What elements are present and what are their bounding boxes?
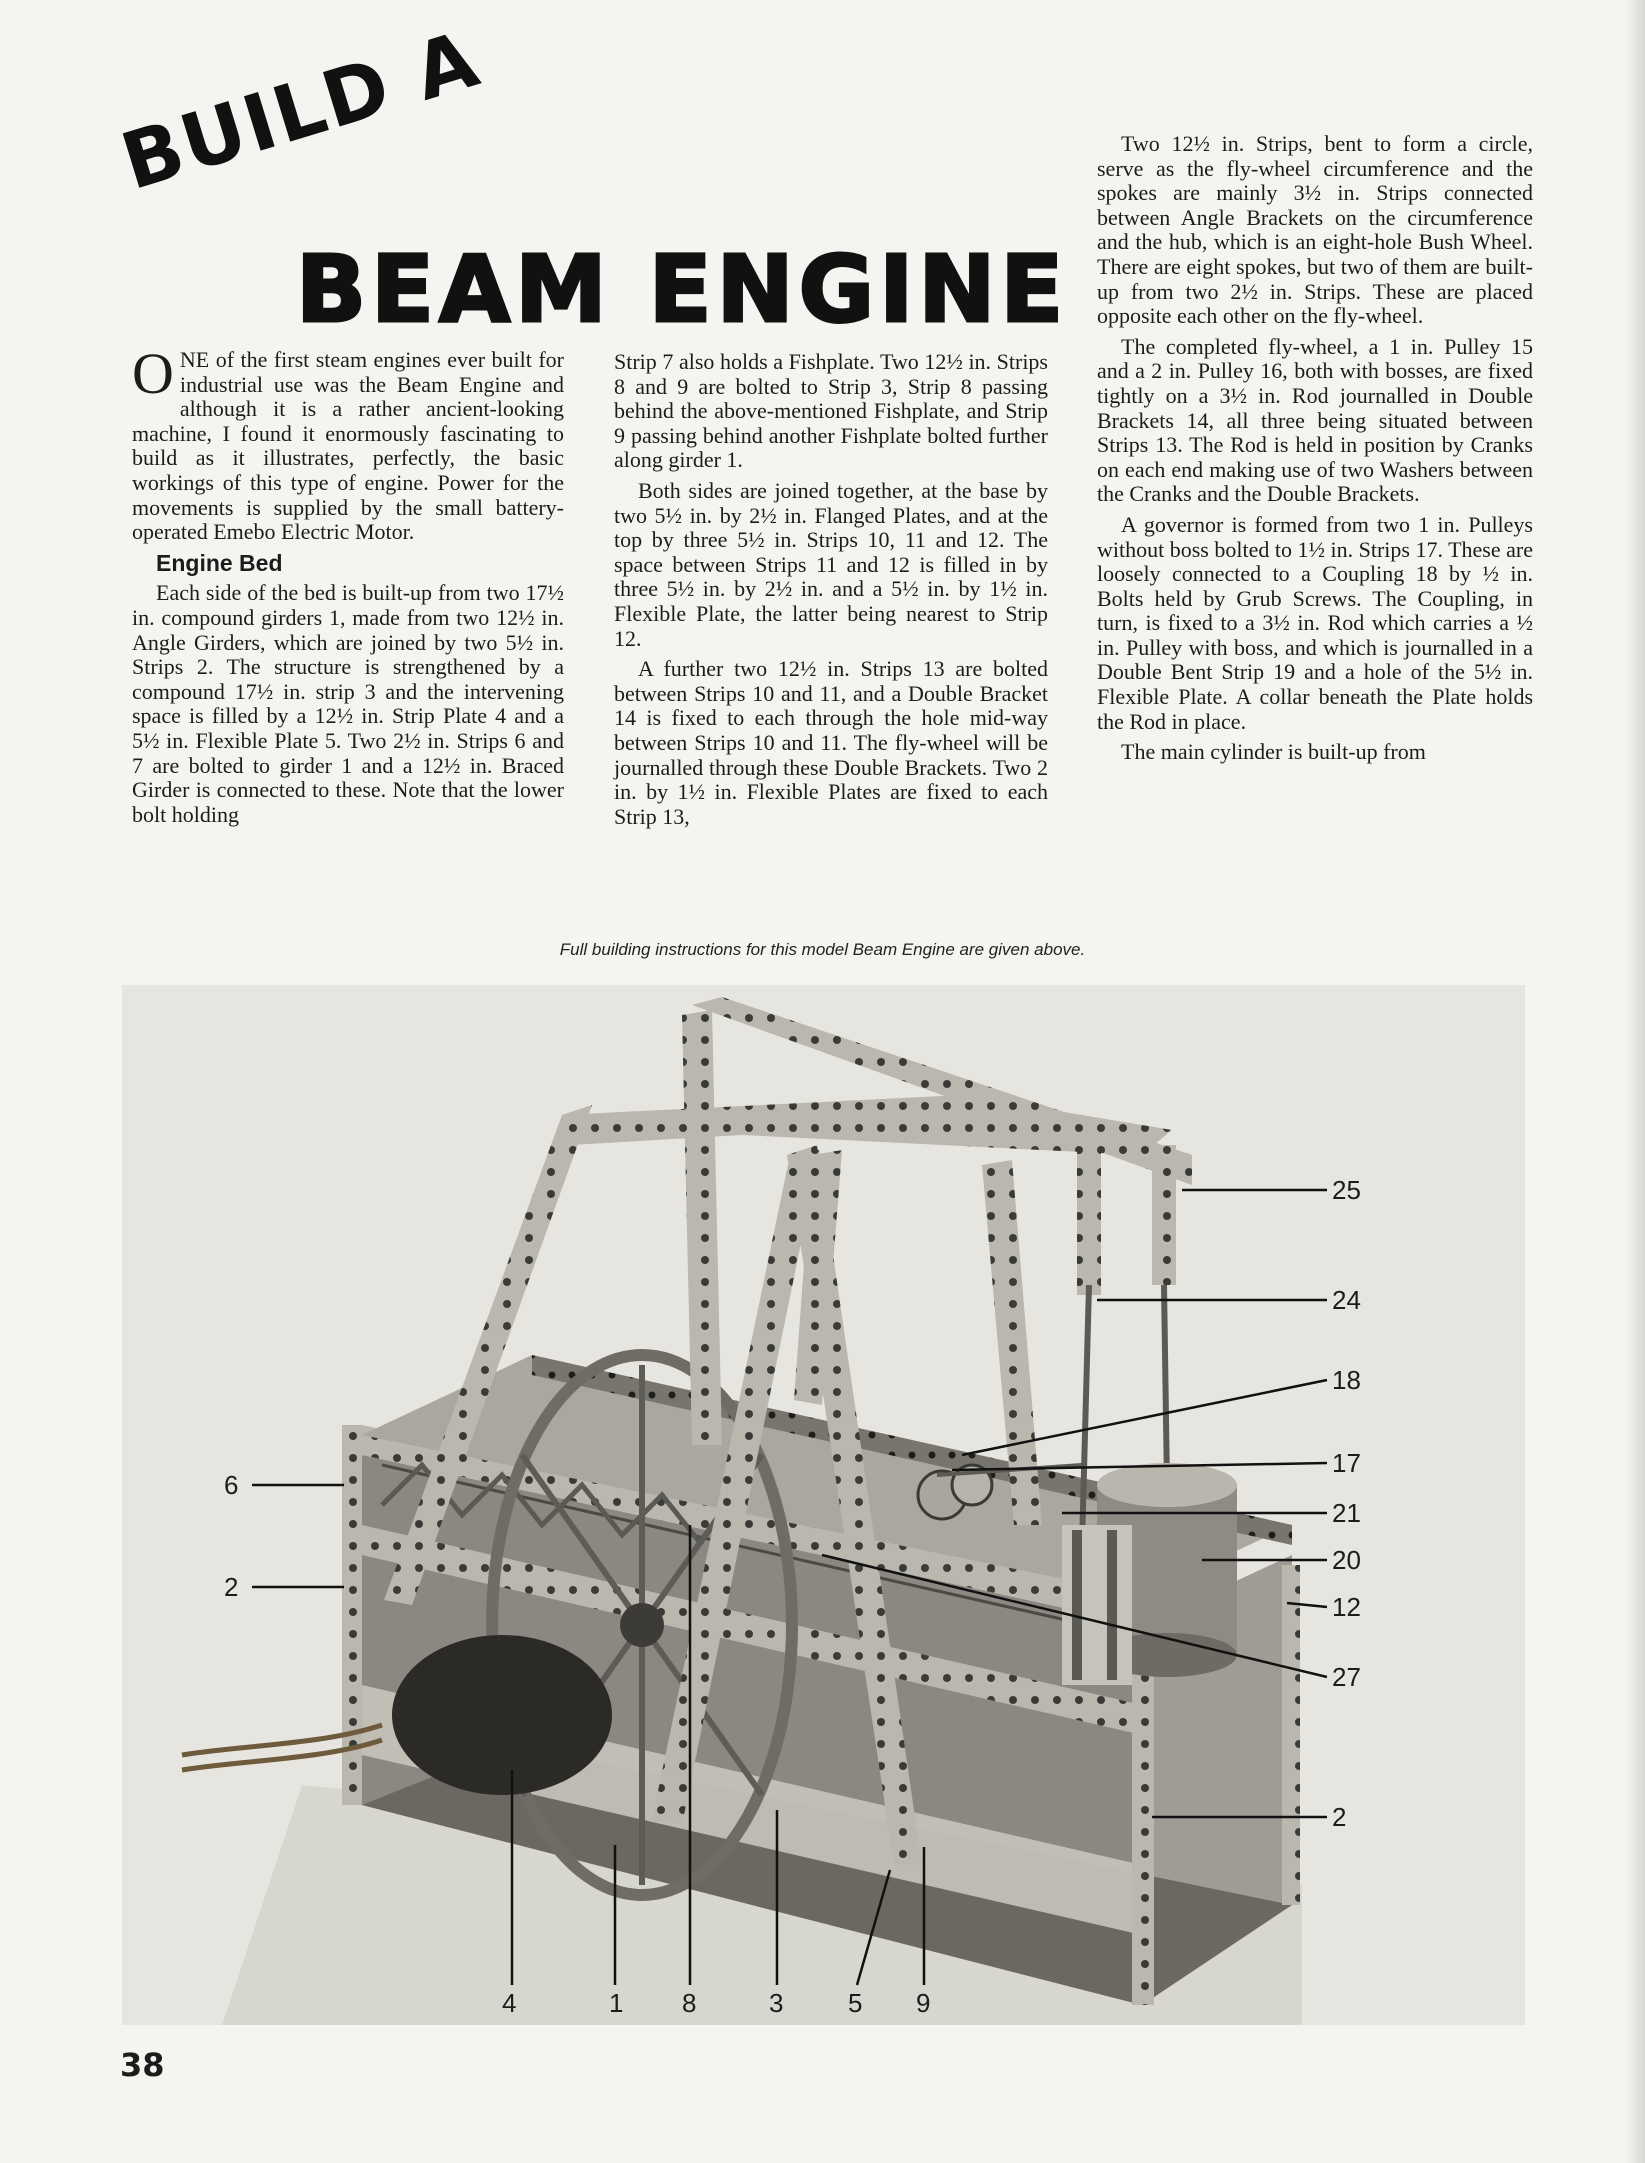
callout-label: 8: [682, 1988, 697, 2018]
callout-label: 27: [1332, 1662, 1361, 1692]
column-1: [132, 341, 564, 833]
drop-cap: O: [132, 341, 174, 406]
title-build-a: BUILD A: [111, 14, 490, 208]
body-paragraph: Each side of the bed is built-up from two 17½ in. compound girders 1, made from two 12½ in. Angle Girders, which are joined by two 5½ in. Strips 2. The structure is strengthened by a compound 17½ in. strip 3 and the intervening space is filled by a 12½ in. Strip Plate 4 and a 5½ in. Flexible Plate 5. Two 2½ in. Strips 6 and 7 are bolted to girder 1 and a 12½ in. Braced Girder is connected to these. Note that the lower bolt holding: [132, 580, 564, 827]
intro-text: NE of the first steam engines ever built for industrial use was the Beam Engine and although it is a rather ancient-looking machine, I found it enormously fascinating to build as it illustrates, perfectly, the basic workings of this type of engine. Power for the movements is supplied by the small battery-operated Emebo Electric Motor.: [132, 347, 564, 545]
body-paragraph: Both sides are joined together, at the base by two 5½ in. by 2½ in. Flanged Plates, and at the top by three 5½ in. Strips 10, 11 and 12. The space between Strips 11 and 12 is filled in by three 5½ in. by 2½ in. and a 5½ in. by 1½ in. Flexible Plate, the latter being nearest to Strip 12.: [614, 477, 1048, 651]
callout-label: 24: [1332, 1285, 1361, 1315]
callout-label: 21: [1332, 1498, 1361, 1528]
photo-caption: Full building instructions for this model Beam Engine are given above.: [559, 940, 1086, 959]
callout-label: 3: [769, 1988, 784, 2018]
callout-label: 18: [1332, 1365, 1361, 1395]
page-number: 38: [120, 2046, 165, 2084]
beam-engine-photo: [122, 985, 1525, 2025]
callout-label: 25: [1332, 1175, 1361, 1205]
callout-label: 2: [1332, 1802, 1347, 1832]
column-3: [1097, 132, 1533, 771]
callout-label: 5: [848, 1988, 863, 2018]
title-beam-engine: BEAM ENGINE: [296, 236, 1069, 343]
callout-label: 2: [224, 1572, 239, 1602]
body-paragraph: Strip 7 also holds a Fishplate. Two 12½ in. Strips 8 and 9 are bolted to Strip 3, Strip 8 passing behind the above-mentioned Fishplate, and Strip 9 passing behind another Fishplate bolted further along girder 1.: [614, 349, 1048, 473]
beam-engine-illustration: [122, 985, 1525, 2025]
column-2: [614, 350, 1048, 835]
body-paragraph: The main cylinder is built-up from: [1121, 739, 1426, 765]
callout-label: 9: [916, 1988, 931, 2018]
callout-label: 17: [1332, 1448, 1361, 1478]
callout-label: 6: [224, 1470, 239, 1500]
page-edge-shadow: [1625, 0, 1645, 2163]
callout-label: 20: [1332, 1545, 1361, 1575]
body-paragraph: The completed fly-wheel, a 1 in. Pulley 15 and a 2 in. Pulley 16, both with bosses, are fixed tightly on a 3½ in. Rod journalled in Double Brackets 14, all three being situated between Strips 13. The Rod is held in position by Cranks on each end making use of two Washers between the Cranks and the Double Brackets.: [1097, 333, 1533, 507]
intro-paragraph: [132, 341, 564, 545]
body-paragraph: A further two 12½ in. Strips 13 are bolted between Strips 10 and 11, and a Double Bracket 14 is fixed to each through the hole mid-way between Strips 10 and 11. The fly-wheel will be journalled through these Double Brackets. Two 2 in. by 1½ in. Flexible Plates are fixed to each Strip 13,: [614, 656, 1048, 829]
callout-label: 1: [609, 1988, 624, 2018]
callout-label: 12: [1332, 1592, 1361, 1622]
section-heading-engine-bed: Engine Bed: [156, 549, 283, 576]
body-paragraph: Two 12½ in. Strips, bent to form a circle, serve as the fly-wheel circumference and the spokes are mainly 3½ in. Strips connected between Angle Brackets on the circumference and the hub, which is an eight-hole Bush Wheel. There are eight spokes, but two of them are built-up from two 2½ in. Strips. These are placed opposite each other on the fly-wheel.: [1097, 131, 1533, 329]
body-paragraph: A governor is formed from two 1 in. Pulleys without boss bolted to 1½ in. Strips 17. These are loosely connected to a Coupling 18 by ½ in. Bolts held by Grub Screws. The Coupling, in turn, is fixed to a 3½ in. Rod which carries a ½ in. Pulley with boss, and which is journalled in a Double Bent Strip 19 and a hole of the 5½ in. Flexible Plate. A collar beneath the Plate holds the Rod in place.: [1097, 511, 1533, 734]
callout-label: 4: [502, 1988, 517, 2018]
